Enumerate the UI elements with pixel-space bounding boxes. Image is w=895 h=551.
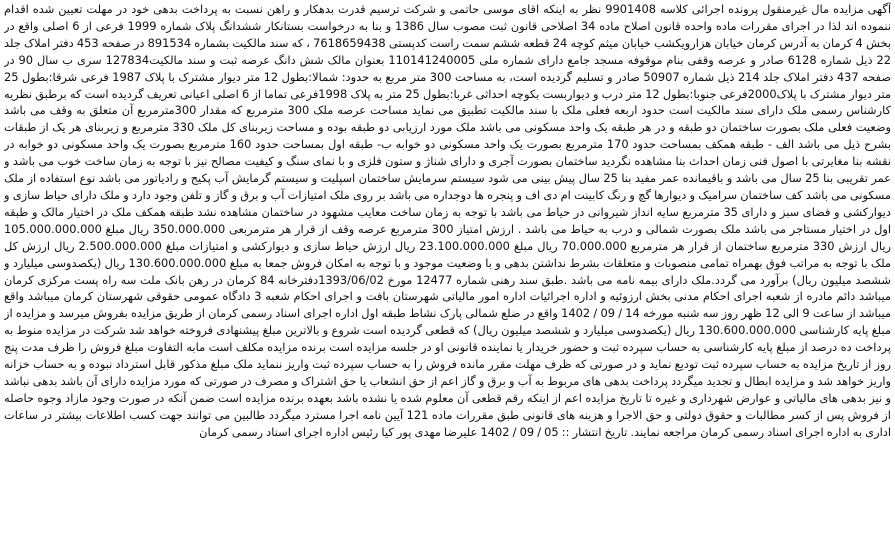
- notice-body-text: آگهی مزایده مال غیرمنقول پرونده اجرائی کلاسه 9901408 نظر به اینکه اقای موسی حاتمی و شرکت ترسیم قدرت بدهکار و راهن نسبت به پرداخت بدهی خود در مهلت تعیین شده اقدام ننموده اند لذا در اجرای مقررات ماده واحده قانون اصلاح ماده 34 اصلاحی قانون ثبت مصوب سال 1386 و بنا به درخواست بستانکار ششدانگ پلاک شماره 1999 فرعی از 6 اصلی واقع در بخش 4 کرمان به آدرس کرمان خیابان هزارویکشب خیابان میثم کوچه 24 قطعه ششم سمت راست کدپستی 7618659438 ، که سند مالکیت بشماره 891534 در صفحه 453 دفتر املاک جلد 22 ذیل شماره 6128 صادر و عرصه وقفی بنام موقوفه مسجد جامع دارای شماره ملی 110141240005 بعنوان مالک شش دانگ عرصه ثبت و سند مالکیت127834 سری ب سال 90 در صفحه 437 دفتر املاک جلد 214 ذیل شماره 50907 صادر و تسلیم گردیده است، به مساحت 300 متر مربع به حدود: شمالا:بطول 12 متر دیوار مشترک با پلاک 1987 فرعی شرقا:بطول 25 متر دیوار مشترک با پلاک2000فرعی جنوبا:بطول 12 متر درب و دیواربست بکوچه احداثی غربا:بطول 25 متر به پلاک 1998فرعی تماما از 6 اصلی اعیانی تعریف گردیده است که برطبق نظریه کارشناس رسمی ملک دارای سند مالکیت است حدود اربعه فعلی ملک با سند مالکیت تطبیق می نماید مساحت عرصه ملک 300 مترمربع که مقدار 300مترمربع آن متعلق به وقف می باشد وضعیت فعلی ملک بصورت ساختمان دو طبقه و در هر طبقه یک واحد مسکونی می باشد ملک مورد ارزیابی دو طبقه بوده و مساحت زیربنای کل ملک 330 مترمربع و زیربنای هر یک از طبقات بشرح ذیل می باشد الف - طبقه همکف بمساحت حدود 170 مترمربع بصورت یک واحد مسکونی دو خوابه ب- طبقه اول بمساحت حدود 160 مترمربع بصورت یک واحد مسکونی دو خوابه در نقشه بنا مغایرتی با اصول فنی زمان احداث بنا مشاهده نگردید ساختمان بصورت آجری و دارای شناژ و ستون فلزی و با نمای سنگ و کیفیت مصالح نیز با توجه به زمان ساخت خوب می باشد و عمر تقریبی بنا 25 سال می باشد و باقیمانده عمر مفید بنا 25 سال پیش بینی می شود سیستم سرمایش ساختمان اسپلیت و سیستم گرمایش آب پکیج و رادیاتور می باشد نوع استفاده از ملک مسکونی می باشد کف ساختمان سرامیک و دیوارها گچ و رنگ کابینت ام دی اف و پنجره ها دوجداره می باشد بر روی ملک امتیازات آب و برق و گاز و تلفن وجود دارد و ملک دارای حیاط سازی و دیوارکشی و فضای سبز و دارای 35 مترمربع سایه انداز شیروانی در حیاط می باشد با توجه به زمان ساخت معایب مشهود در ساختمان مشاهده نشد طبقه همکف ملک در اختیار مالک و طبقه اول در اختیار مستاجر می باشد ملک بصورت شمالی و درب به حیاط می باشد . ارزش امتیاز 300 مترمربع عرصه وقف از قرار هر مترمربعی 350.000.000 ریال مبلغ 105.000.000.000 ریال ارزش 330 مترمربع ساختمان از قرار هر مترمربع 70.000.000 ریال مبلغ 23.100.000.000 ریال ارزش حیاط سازی و دیوارکشی و امتیازات مبلغ 2.500.000.000 ریال ارزش کل ملک با توجه به مراتب فوق بهمراه تمامی منصوبات و متعلقات بشرط نداشتن بدهی و با وضعیت موجود و با توجه به امکان فروش جمعا به مبلغ 130.600.000.000 ریال (یکصدوسی میلیارد و ششصد میلیون ریال) برآورد می گردد.ملک دارای بیمه نامه می باشد .طبق سند رهنی شماره 12477 مورخ 1393/06/02دفترخانه 84 کرمان در رهن بانک ملت سه راه پست مرکزی کرمان میباشد دائم مادره از شعبه اجرای احکام مدنی بخش ارزوئیه و اداره اجرائیات اداره امور مالیاتی شهرستان بافت و اجرای احکام شعبه 3 دادگاه عمومی حقوقی شهرستان کرمان میباشد واقع میباشد از ساعت 9 الی 12 ظهر روز سه شنبه مورخه 14 / 09 / 1402 واقع در ضلع شمالی پارک نشاط طبقه اول اداره اجرای اسناد رسمی کرمان از طریق مزایده بفروش میرسد و مزایده از مبلغ پایه کارشناسی 130.600.000.000 ریال (یکصدوسی میلیارد و ششصد میلیون ریال) که قطعی گردیده است شروع و بالاترین مبلغ پیشنهادی فروخته خواهد شد شرکت در مزایده منوط به پرداخت ده درصد از مبلغ پایه کارشناسی به حساب سپرده ثبت و حضور خریدار یا نماینده قانونی او در جلسه مزایده است برنده مزایده مکلف است مابه التفاوت مبلغ فروش را ظرف مدت پنج روز از تاریخ مزایده به حساب سپرده ثبت تودیع نماید و در صورتی که ظرف مهلت مقرر مانده فروش را به حساب سپرده ثبت واریز ننماید ملک مبلغ مذکور قابل استرداد نبوده و به حساب خزانه واریز خواهد شد و مزایده ابطال و تجدید میگردد پرداخت بدهی های مربوط به آب و برق و گاز اعم از حق انشعاب یا حق اشتراک و مصرف در صورتی که مورد مزایده دارای آن باشد بدهی نباشد و نیز بدهی های مالیاتی و عوارض شهرداری و غیره تا تاریخ مزایده اعم از اینکه رقم قطعی آن معلوم شده یا نشده باشد بعهده برنده مزایده است ضمن آنکه در صورت وجود مازاد وجوه حاصله از فروش پس از کسر مطالبات و حقوق دولتی و حق الاجرا و هزینه های قانونی طبق مقررات ماده 121 آیین نامه اجرا مسترد میگردد طالبین می توانند جهت کسب اطلاعات بیشتر در ساعات اداری به اداره اجرای اسناد رسمی کرمان مراجعه نمایند. تاریخ انتشار :: 05 / 09 / 1402 علیرضا مهدی پور کیا رئیس اداره اجرای اسناد رسمی کرمان: [4, 2, 891, 439]
- auction-notice: [4, 0, 891, 551]
